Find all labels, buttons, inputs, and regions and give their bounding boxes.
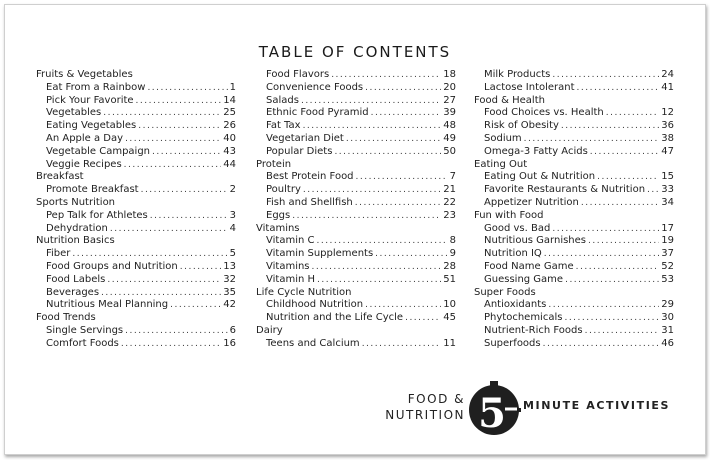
dot-leader xyxy=(317,274,441,287)
dot-leader xyxy=(121,338,221,351)
dot-leader xyxy=(375,248,447,261)
toc-column-2 xyxy=(256,69,456,351)
toc-entry-label: Beverages xyxy=(46,286,100,298)
toc-entry-page: 14 xyxy=(223,94,236,106)
dot-leader xyxy=(576,261,660,274)
toc-entry-page: 37 xyxy=(661,248,674,260)
dot-leader xyxy=(125,325,228,338)
dot-leader xyxy=(303,120,442,133)
toc-entry xyxy=(36,133,236,146)
toc-column-1 xyxy=(36,69,236,351)
toc-entry-label: Eggs xyxy=(266,209,291,221)
toc-entry-page: 12 xyxy=(661,107,674,119)
dot-leader xyxy=(346,133,441,146)
dot-leader xyxy=(564,312,659,325)
dot-leader xyxy=(544,248,659,261)
toc-entry-page: 7 xyxy=(449,171,456,183)
toc-entry xyxy=(36,325,236,338)
toc-entry xyxy=(474,299,674,312)
section-heading: Nutrition Basics xyxy=(36,235,115,247)
dot-leader xyxy=(316,235,447,248)
dot-leader xyxy=(301,95,441,108)
dot-leader xyxy=(647,184,659,197)
dot-leader xyxy=(355,197,442,210)
toc-entry xyxy=(256,210,456,223)
toc-entry xyxy=(36,299,236,312)
toc-entry-label: Fat Tax xyxy=(266,120,301,132)
dot-leader xyxy=(141,184,228,197)
section-heading: Fruits & Vegetables xyxy=(36,69,133,80)
toc-entry-page: 17 xyxy=(661,222,674,234)
toc-entry-label: Poultry xyxy=(266,184,301,196)
section-heading: Vitamins xyxy=(256,222,300,234)
toc-entry-label: Nutrition and the Life Cycle xyxy=(266,312,404,324)
dot-leader xyxy=(606,107,660,120)
toc-entry-label: Comfort Foods xyxy=(46,337,119,349)
toc-entry-label: Antioxidants xyxy=(484,299,547,311)
toc-entry xyxy=(36,223,236,236)
toc-entry xyxy=(474,235,674,248)
toc-entry-page: 18 xyxy=(443,69,456,80)
logo-line-1: FOOD & xyxy=(407,392,465,406)
toc-entry-page: 51 xyxy=(443,273,456,285)
toc-entry-label: Pick Your Favorite xyxy=(46,94,134,106)
section-heading: Fun with Food xyxy=(474,209,544,221)
toc-entry-label: Eating Out & Nutrition xyxy=(484,171,596,183)
toc-entry xyxy=(256,133,456,146)
dot-leader xyxy=(543,338,660,351)
toc-entry-page: 30 xyxy=(661,312,674,324)
toc-entry-page: 9 xyxy=(449,248,456,260)
toc-entry-label: Guessing Game xyxy=(484,273,564,285)
toc-entry-label: Good vs. Bad xyxy=(484,222,551,234)
dot-leader xyxy=(561,120,659,133)
toc-column-3 xyxy=(474,69,674,351)
toc-entry xyxy=(474,325,674,338)
toc-entry-page: 50 xyxy=(443,145,456,157)
toc-entry-page: 46 xyxy=(661,337,674,349)
toc-entry-page: 36 xyxy=(661,120,674,132)
toc-entry-page: 2 xyxy=(229,184,236,196)
toc-entry-page: 4 xyxy=(229,222,236,234)
toc-entry xyxy=(36,248,236,261)
toc-entry-page: 8 xyxy=(449,235,456,247)
toc-entry xyxy=(256,197,456,210)
toc-entry-page: 33 xyxy=(661,184,674,196)
toc-entry-label: Teens and Calcium xyxy=(266,337,360,349)
toc-entry xyxy=(474,312,674,325)
toc-entry-label: Best Protein Food xyxy=(266,171,354,183)
toc-entry-page: 22 xyxy=(443,196,456,208)
dot-leader xyxy=(548,299,659,312)
section-heading: Protein xyxy=(256,158,292,170)
toc-entry-page: 44 xyxy=(223,158,236,170)
toc-entry xyxy=(474,133,674,146)
toc-entry xyxy=(36,146,236,159)
toc-entry-label: Single Servings xyxy=(46,324,124,336)
dot-leader xyxy=(101,287,221,300)
toc-entry xyxy=(474,274,674,287)
toc-entry-label: An Apple a Day xyxy=(46,132,124,144)
toc-entry-label: Convenience Foods xyxy=(266,81,364,93)
dot-leader xyxy=(124,159,222,172)
toc-entry-page: 1 xyxy=(229,81,236,93)
dot-leader xyxy=(150,210,228,223)
page-title: TABLE OF CONTENTS xyxy=(258,43,452,61)
toc-entry-label: Vegetables xyxy=(46,107,102,119)
toc-entry-label: Ethnic Food Pyramid xyxy=(266,107,369,119)
section-heading: Super Foods xyxy=(474,286,536,298)
toc-entry-label: Nutritious Garnishes xyxy=(484,235,587,247)
section-heading: Breakfast xyxy=(36,171,84,183)
dot-leader xyxy=(103,107,221,120)
toc-entry xyxy=(474,171,674,184)
dot-leader xyxy=(303,184,441,197)
dot-leader xyxy=(362,338,442,351)
toc-entry xyxy=(36,287,236,300)
dot-leader xyxy=(125,133,221,146)
toc-entry-label: Appetizer Nutrition xyxy=(484,196,579,208)
toc-entry xyxy=(474,197,674,210)
dot-leader xyxy=(552,69,659,82)
dot-leader xyxy=(590,146,659,159)
toc-entry-page: 53 xyxy=(661,273,674,285)
toc-entry xyxy=(36,338,236,351)
toc-entry xyxy=(256,312,456,325)
toc-entry xyxy=(474,107,674,120)
toc-entry xyxy=(36,184,236,197)
toc-entry-label: Fish and Shellfish xyxy=(266,196,353,208)
toc-entry-label: Lactose Intolerant xyxy=(484,81,575,93)
dot-leader xyxy=(107,274,221,287)
section-heading: Life Cycle Nutrition xyxy=(256,286,352,298)
toc-entry xyxy=(474,248,674,261)
toc-entry-page: 27 xyxy=(443,94,456,106)
stopwatch-five-icon xyxy=(465,379,523,437)
section-heading: Dairy xyxy=(256,324,283,336)
toc-entry xyxy=(36,120,236,133)
toc-entry xyxy=(36,261,236,274)
dot-leader xyxy=(552,223,659,236)
dot-leader xyxy=(588,235,659,248)
dot-leader xyxy=(597,171,659,184)
dot-leader xyxy=(147,82,227,95)
toc-entry xyxy=(256,274,456,287)
toc-entry xyxy=(256,299,456,312)
dot-leader xyxy=(110,223,228,236)
toc-entry-label: Vegetarian Diet xyxy=(266,132,344,144)
toc-entry xyxy=(474,82,674,95)
section-heading: Eating Out xyxy=(474,158,528,170)
toc-entry-page: 21 xyxy=(443,184,456,196)
toc-entry-page: 3 xyxy=(229,209,236,221)
toc-entry xyxy=(36,82,236,95)
toc-entry xyxy=(256,146,456,159)
toc-entry-label: Vegetable Campaign xyxy=(46,145,151,157)
toc-entry-label: Vitamins xyxy=(266,260,310,272)
dot-leader xyxy=(585,325,660,338)
toc-entry xyxy=(474,261,674,274)
toc-entry-page: 45 xyxy=(443,312,456,324)
toc-entry-label: Nutrition IQ xyxy=(484,248,542,260)
toc-entry-label: Omega-3 Fatty Acids xyxy=(484,145,588,157)
toc-entry-label: Veggie Recipes xyxy=(46,158,122,170)
toc-entry-label: Salads xyxy=(266,94,299,106)
toc-entry-page: 6 xyxy=(229,324,236,336)
dot-leader xyxy=(138,120,221,133)
dot-leader xyxy=(565,274,659,287)
toc-entry-page: 11 xyxy=(443,337,456,349)
toc-entry-label: Risk of Obesity xyxy=(484,120,559,132)
toc-entry-page: 38 xyxy=(661,132,674,144)
toc-entry-label: Vitamin C xyxy=(266,235,315,247)
toc-entry xyxy=(256,107,456,120)
section-heading: Food Trends xyxy=(36,312,96,324)
dot-leader xyxy=(365,82,441,95)
toc-entry-page: 19 xyxy=(661,235,674,247)
toc-entry-page: 24 xyxy=(661,69,674,80)
brand-logo xyxy=(371,379,691,439)
toc-entry xyxy=(474,184,674,197)
toc-entry-page: 29 xyxy=(661,299,674,311)
toc-entry xyxy=(36,159,236,172)
toc-entry-page: 5 xyxy=(229,248,236,260)
toc-entry xyxy=(474,120,674,133)
section-heading: Sports Nutrition xyxy=(36,196,116,208)
toc-entry xyxy=(36,210,236,223)
toc-entry xyxy=(256,261,456,274)
toc-entry xyxy=(256,82,456,95)
toc-entry-label: Childhood Nutrition xyxy=(266,299,364,311)
toc-entry-page: 39 xyxy=(443,107,456,119)
toc-entry-page: 23 xyxy=(443,209,456,221)
toc-entry-label: Eating Vegetables xyxy=(46,120,137,132)
toc-entry-label: Promote Breakfast xyxy=(46,184,139,196)
toc-entry-label: Food Labels xyxy=(46,273,106,285)
toc-entry-page: 26 xyxy=(223,120,236,132)
toc-entry-label: Food Groups and Nutrition xyxy=(46,260,178,272)
dot-leader xyxy=(334,146,441,159)
toc-entry xyxy=(474,338,674,351)
toc-page xyxy=(4,4,706,455)
toc-entry-page: 52 xyxy=(661,260,674,272)
toc-entry xyxy=(474,146,674,159)
toc-entry-page: 41 xyxy=(661,81,674,93)
toc-entry-label: Fiber xyxy=(46,248,71,260)
dot-leader xyxy=(356,171,448,184)
toc-entry-label: Nutritious Meal Planning xyxy=(46,299,169,311)
toc-entry-page: 16 xyxy=(223,337,236,349)
toc-entry-page: 49 xyxy=(443,132,456,144)
toc-entry-label: Dehydration xyxy=(46,222,108,234)
toc-entry-page: 40 xyxy=(223,132,236,144)
dot-leader xyxy=(152,146,221,159)
dot-leader xyxy=(371,107,442,120)
toc-entry-page: 20 xyxy=(443,81,456,93)
toc-entry-label: Food Flavors xyxy=(266,69,330,80)
toc-entry-label: Nutrient-Rich Foods xyxy=(484,324,583,336)
toc-entry xyxy=(256,338,456,351)
toc-entry-page: 34 xyxy=(661,196,674,208)
toc-entry-page: 47 xyxy=(661,145,674,157)
toc-entry-label: Pep Talk for Athletes xyxy=(46,209,148,221)
dot-leader xyxy=(72,248,227,261)
section-heading: Food & Health xyxy=(474,94,545,106)
toc-entry xyxy=(256,171,456,184)
toc-entry xyxy=(256,184,456,197)
toc-entry-page: 48 xyxy=(443,120,456,132)
dot-leader xyxy=(405,312,441,325)
toc-entry-label: Food Name Game xyxy=(484,260,574,272)
dot-leader xyxy=(170,299,221,312)
dot-leader xyxy=(292,210,441,223)
toc-entry-label: Vitamin Supplements xyxy=(266,248,374,260)
toc-entry-label: Sodium xyxy=(484,132,522,144)
toc-entry-label: Favorite Restaurants & Nutrition xyxy=(484,184,646,196)
logo-tagline: MINUTE ACTIVITIES xyxy=(523,399,671,412)
toc-entry-label: Food Choices vs. Health xyxy=(484,107,604,119)
dot-leader xyxy=(577,82,660,95)
dot-leader xyxy=(180,261,221,274)
toc-entry-label: Milk Products xyxy=(484,69,551,80)
toc-entry-label: Eat From a Rainbow xyxy=(46,81,146,93)
dot-leader xyxy=(524,133,660,146)
toc-entry-page: 25 xyxy=(223,107,236,119)
toc-entry-page: 43 xyxy=(223,145,236,157)
logo-wordmark xyxy=(385,391,465,423)
logo-line-2: NUTRITION xyxy=(385,408,465,422)
toc-entry-page: 35 xyxy=(223,286,236,298)
toc-entry xyxy=(36,95,236,108)
toc-entry-page: 31 xyxy=(661,324,674,336)
toc-entry xyxy=(256,69,456,82)
dot-leader xyxy=(331,69,441,82)
toc-entry-label: Superfoods xyxy=(484,337,541,349)
toc-entry xyxy=(474,223,674,236)
toc-entry xyxy=(256,235,456,248)
logo-mark-text: 5 xyxy=(478,390,506,437)
toc-entry-page: 42 xyxy=(223,299,236,311)
dot-leader xyxy=(312,261,442,274)
toc-entry xyxy=(36,274,236,287)
toc-entry-label: Phytochemicals xyxy=(484,312,563,324)
toc-entry xyxy=(36,107,236,120)
toc-entry xyxy=(256,120,456,133)
toc-entry-page: 15 xyxy=(661,171,674,183)
toc-entry-page: 10 xyxy=(443,299,456,311)
toc-entry xyxy=(256,248,456,261)
toc-entry-page: 28 xyxy=(443,260,456,272)
toc-entry-label: Vitamin H xyxy=(266,273,316,285)
toc-entry xyxy=(474,69,674,82)
toc-entry-page: 13 xyxy=(223,260,236,272)
dot-leader xyxy=(136,95,222,108)
toc-entry-page: 32 xyxy=(223,273,236,285)
toc-entry-label: Popular Diets xyxy=(266,145,333,157)
dot-leader xyxy=(365,299,441,312)
toc-entry xyxy=(256,95,456,108)
dot-leader xyxy=(581,197,659,210)
